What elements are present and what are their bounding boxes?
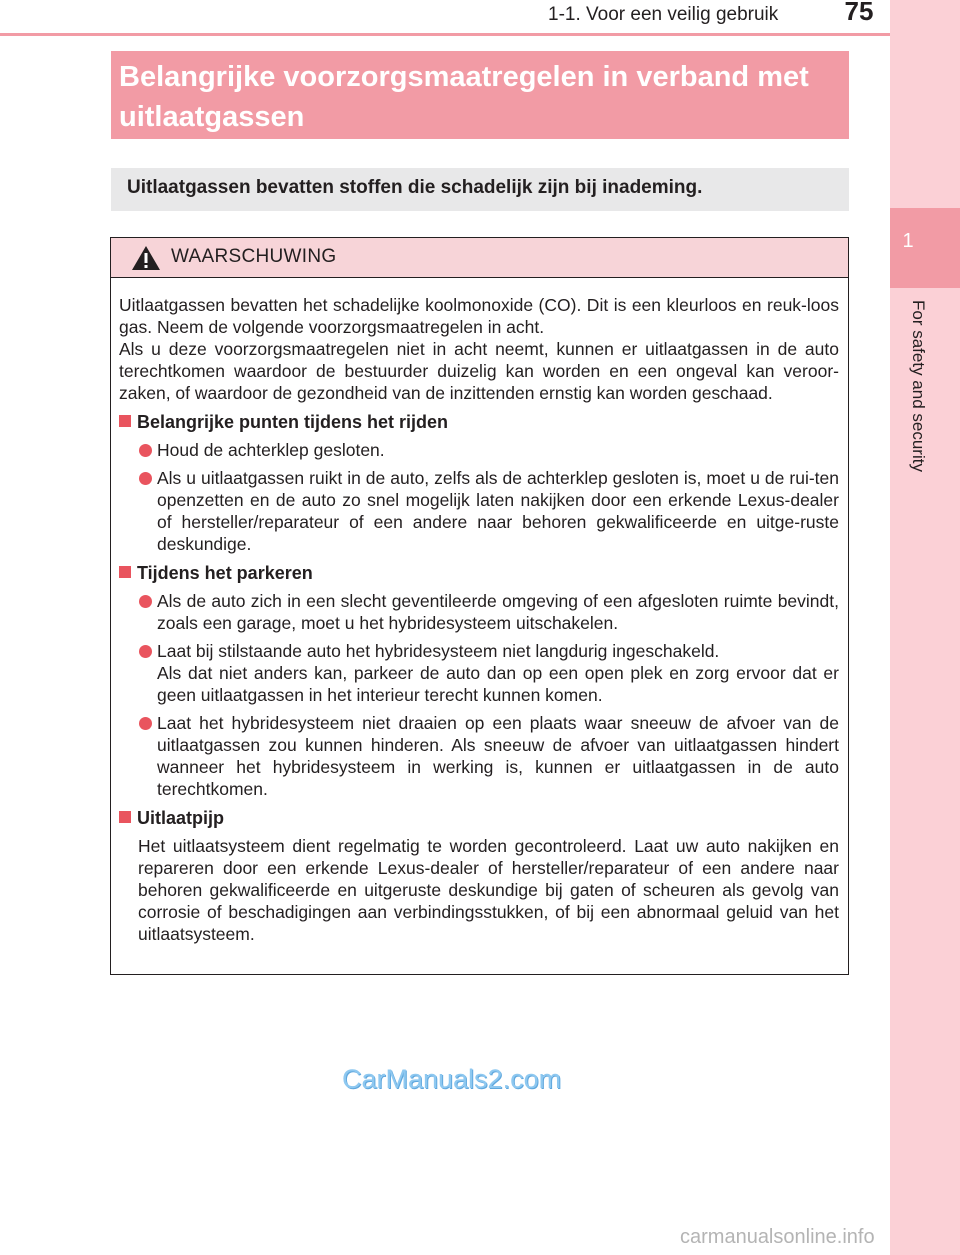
warning-box [110,237,849,975]
list-item [119,590,839,634]
list-item [119,640,839,706]
side-band [890,0,960,1255]
list-item-text: Als u uitlaatgassen ruikt in de auto, zelfs als de achterklep gesloten is, moet u de rui-ten openzetten en de auto zo snel mogelijk laten nakijken door een erkende Lexus-dealer of hersteller/reparateur of een andere naar behoren gekwalificeerde en uitge-ruste deskundige. [157,468,839,554]
list-item [119,712,839,800]
watermark-carmanualsonline: carmanualsonline.info [680,1226,875,1248]
subheading-exhaust [119,807,839,829]
list-item [119,439,839,461]
warning-triangle-icon [131,245,161,271]
subheading-parking [119,562,839,584]
subheading-driving [119,411,839,433]
list-item-text: Als de auto zich in een slecht geventileerde omgeving of een afgesloten ruimte bevindt, zoals een garage, moet u het hybridesysteem uitschakelen. [157,591,839,633]
section-title: Belangrijke voorzorgsmaatregelen in verband met uitlaatgassen [119,61,809,133]
round-bullet-icon [139,472,152,485]
warning-paragraph: Als u deze voorzorgsmaatregelen niet in acht neemt, kunnen er uitlaatgassen in de auto terechtkomen waardoor de bestuurder duizelig kan worden en een ongeval kan veroor-zaken, of waardoor de gezondheid van de inzittenden ernstig kan worden geschaad. [119,339,839,403]
square-bullet-icon [119,566,131,578]
subheading-text: Belangrijke punten tijdens het rijden [137,412,449,432]
header-divider [0,33,890,36]
page-number: 75 [844,0,874,26]
intro-text: Uitlaatgassen bevatten stoffen die schadelijk zijn bij inademing. [127,177,703,198]
exhaust-paragraph: Het uitlaatsysteem dient regelmatig te worden gecontroleerd. Laat uw auto nakijken en repareren door een erkende Lexus-dealer of hersteller/reparateur of een andere naar behoren gekwalificeerde en uitgeruste deskundige bij gaten of scheuren als gevolg van corrosie of beschadigingen aan verbindingsstukken, of bij een abnormaal geluid van het uitlaatsysteem. [138,836,839,944]
list-item-extra: Als dat niet anders kan, parkeer de auto dan op een open plek en zorg ervoor dat er geen uitlaatgassen in het interieur terecht kunnen komen. [157,663,839,705]
chapter-tab-number: 1 [902,230,914,252]
warning-paragraph: Uitlaatgassen bevatten het schadelijke koolmonoxide (CO). Dit is een kleurloos en reuk-loos gas. Neem de volgende voorzorgsmaatregelen in acht. [119,295,839,337]
list-item-line: Laat bij stilstaande auto het hybridesysteem niet langdurig ingeschakeld. [157,641,720,661]
subheading-text: Tijdens het parkeren [137,563,313,583]
square-bullet-icon [119,811,131,823]
chapter-title: 1-1. Voor een veilig gebruik [548,4,779,25]
round-bullet-icon [139,717,152,730]
round-bullet-icon [139,595,152,608]
subheading-text: Uitlaatpijp [137,808,225,828]
list-item-text [157,640,839,706]
intro-box [111,168,849,211]
round-bullet-icon [139,444,152,457]
square-bullet-icon [119,415,131,427]
list-item-text: Houd de achterklep gesloten. [157,440,385,460]
warning-header [111,238,848,278]
warning-body [111,278,848,945]
list-item-text: Laat het hybridesysteem niet draaien op een plaats waar sneeuw de afvoer van de uitlaatgassen zou kunnen hinderen. Als sneeuw de afvoer van uitlaatgassen hindert wanneer het hybridesysteem in werking is, kunnen er uitlaatgassen in de auto terechtkomen. [157,713,839,799]
watermark-carmanuals2: CarManuals2.com [342,1064,562,1094]
section-banner [111,51,849,139]
list-item [119,467,839,555]
round-bullet-icon [139,645,152,658]
warning-title: WAARSCHUWING [171,246,337,267]
chapter-tab-label: For safety and security [909,300,928,472]
